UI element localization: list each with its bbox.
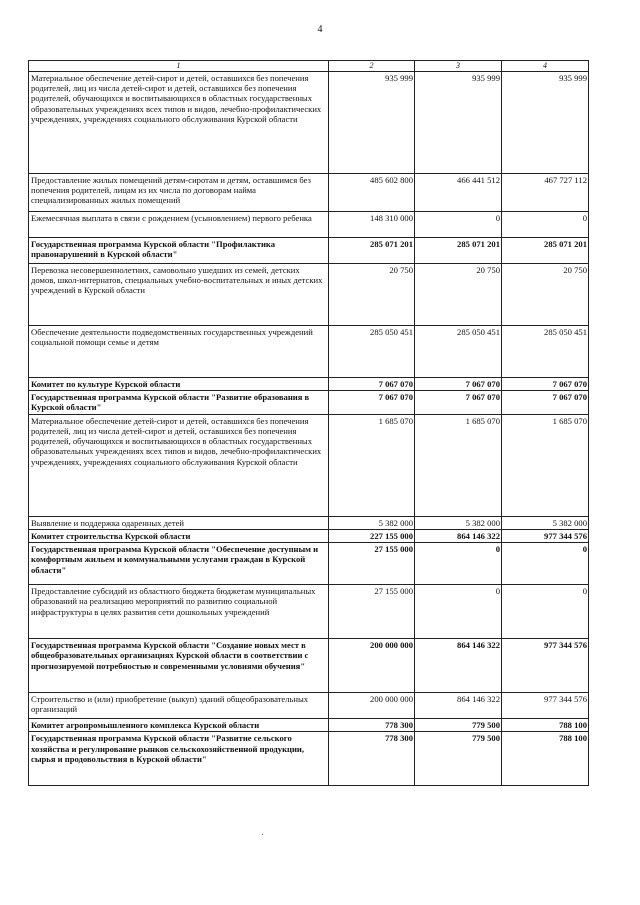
value-col2: 200 000 000 [329, 693, 415, 719]
table-row [29, 732, 589, 786]
table-row [29, 211, 589, 237]
value-col3: 779 500 [415, 719, 502, 732]
table-row [29, 693, 589, 719]
table-row [29, 390, 589, 414]
value-col4: 977 344 576 [502, 693, 589, 719]
table-row [29, 585, 589, 639]
value-col2: 778 300 [329, 732, 415, 786]
value-col4: 7 067 070 [502, 377, 589, 390]
row-name: Предоставление субсидий из областного бюджета бюджетам муниципальных образований на реализацию мероприятий по развитию социальной инфраструктуры в целях развития сети дошкольных учреждений [29, 585, 329, 639]
value-col2: 935 999 [329, 71, 415, 173]
row-name: Государственная программа Курской области "Обеспечение доступным и комфортным жильем и коммунальными услугами граждан в Курской области" [29, 543, 329, 585]
row-name: Предоставление жилых помещений детям-сиротам и детям, оставшимся без попечения родителей, лицам из их числа по договорам найма специализированных жилых помещений [29, 173, 329, 211]
row-name: Государственная программа Курской области "Развитие сельского хозяйства и регулирование рынков сельскохозяйственной продукции, сырья и продовольствия в Курской области" [29, 732, 329, 786]
table-row [29, 719, 589, 732]
value-col3: 285 050 451 [415, 325, 502, 377]
row-name: Государственная программа Курской области "Профилактика правонарушений в Курской области" [29, 237, 329, 263]
value-col4: 977 344 576 [502, 639, 589, 693]
value-col2: 5 382 000 [329, 516, 415, 529]
value-col2: 285 071 201 [329, 237, 415, 263]
value-col3: 0 [415, 211, 502, 237]
row-name: Обеспечение деятельности подведомственных государственных учреждений социальной помощи семье и детям [29, 325, 329, 377]
table-row [29, 173, 589, 211]
table-row [29, 414, 589, 516]
value-col2: 285 050 451 [329, 325, 415, 377]
table-row [29, 377, 589, 390]
value-col4: 935 999 [502, 71, 589, 173]
value-col3: 935 999 [415, 71, 502, 173]
value-col3: 20 750 [415, 263, 502, 325]
value-col2: 7 067 070 [329, 390, 415, 414]
column-header: 4 [502, 61, 589, 72]
page-number: 4 [317, 24, 323, 35]
value-col4: 285 071 201 [502, 237, 589, 263]
value-col4: 0 [502, 585, 589, 639]
row-name: Материальное обеспечение детей-сирот и детей, оставшихся без попечения родителей, лиц из числа детей-сирот и детей, оставшихся без попечения родителей, обучающихся и воспитывающихся в областных государственных образовательных учреждениях всех типов и видов, лечебно-профилактических учреждениях, учреждениях социального обслуживания Курской области [29, 71, 329, 173]
value-col4: 467 727 112 [502, 173, 589, 211]
value-col4: 5 382 000 [502, 516, 589, 529]
column-header: 1 [29, 61, 329, 72]
table-row [29, 529, 589, 542]
value-col4: 7 067 070 [502, 390, 589, 414]
value-col3: 7 067 070 [415, 390, 502, 414]
scan-speck [262, 834, 263, 835]
value-col4: 20 750 [502, 263, 589, 325]
table-row [29, 325, 589, 377]
value-col4: 977 344 576 [502, 529, 589, 542]
row-name: Комитет строительства Курской области [29, 529, 329, 542]
value-col3: 7 067 070 [415, 377, 502, 390]
value-col3: 864 146 322 [415, 529, 502, 542]
value-col2: 200 000 000 [329, 639, 415, 693]
table-row [29, 237, 589, 263]
row-name: Комитет агропромышленного комплекса Курской области [29, 719, 329, 732]
value-col3: 5 382 000 [415, 516, 502, 529]
value-col2: 7 067 070 [329, 377, 415, 390]
value-col4: 0 [502, 543, 589, 585]
value-col2: 20 750 [329, 263, 415, 325]
table-row [29, 543, 589, 585]
row-name: Государственная программа Курской области "Создание новых мест в общеобразовательных организациях Курской области в соответствии с прогнозируемой потребностью и современными условиями обучения" [29, 639, 329, 693]
row-name: Комитет по культуре Курской области [29, 377, 329, 390]
value-col4: 788 100 [502, 732, 589, 786]
value-col4: 1 685 070 [502, 414, 589, 516]
value-col2: 27 155 000 [329, 543, 415, 585]
table-row [29, 639, 589, 693]
value-col3: 0 [415, 585, 502, 639]
row-name: Выявление и поддержка одаренных детей [29, 516, 329, 529]
value-col2: 227 155 000 [329, 529, 415, 542]
value-col3: 285 071 201 [415, 237, 502, 263]
value-col3: 0 [415, 543, 502, 585]
row-name: Государственная программа Курской области "Развитие образования в Курской области" [29, 390, 329, 414]
row-name: Ежемесячная выплата в связи с рождением (усыновлением) первого ребенка [29, 211, 329, 237]
row-name: Строительство и (или) приобретение (выкуп) зданий общеобразовательных организаций [29, 693, 329, 719]
value-col4: 788 100 [502, 719, 589, 732]
table-row [29, 71, 589, 173]
value-col2: 1 685 070 [329, 414, 415, 516]
value-col4: 0 [502, 211, 589, 237]
table-row [29, 263, 589, 325]
value-col3: 864 146 322 [415, 693, 502, 719]
value-col3: 779 500 [415, 732, 502, 786]
value-col3: 864 146 322 [415, 639, 502, 693]
value-col2: 485 602 800 [329, 173, 415, 211]
table-row [29, 516, 589, 529]
value-col3: 466 441 512 [415, 173, 502, 211]
budget-table [28, 60, 589, 786]
table-header-row [29, 61, 589, 72]
value-col4: 285 050 451 [502, 325, 589, 377]
value-col2: 27 155 000 [329, 585, 415, 639]
row-name: Перевозка несовершеннолетних, самовольно ушедших из семей, детских домов, школ-интернатов, специальных учебно-воспитательных и иных детских учреждений в Курской области [29, 263, 329, 325]
column-header: 3 [415, 61, 502, 72]
value-col2: 148 310 000 [329, 211, 415, 237]
value-col2: 778 300 [329, 719, 415, 732]
column-header: 2 [329, 61, 415, 72]
value-col3: 1 685 070 [415, 414, 502, 516]
row-name: Материальное обеспечение детей-сирот и детей, оставшихся без попечения родителей, лиц из числа детей-сирот и детей, оставшихся без попечения родителей, обучающихся и воспитывающихся в областных государственных образовательных учреждениях всех типов и видов, лечебно-профилактических учреждениях, учреждениях социального обслуживания Курской области [29, 414, 329, 516]
